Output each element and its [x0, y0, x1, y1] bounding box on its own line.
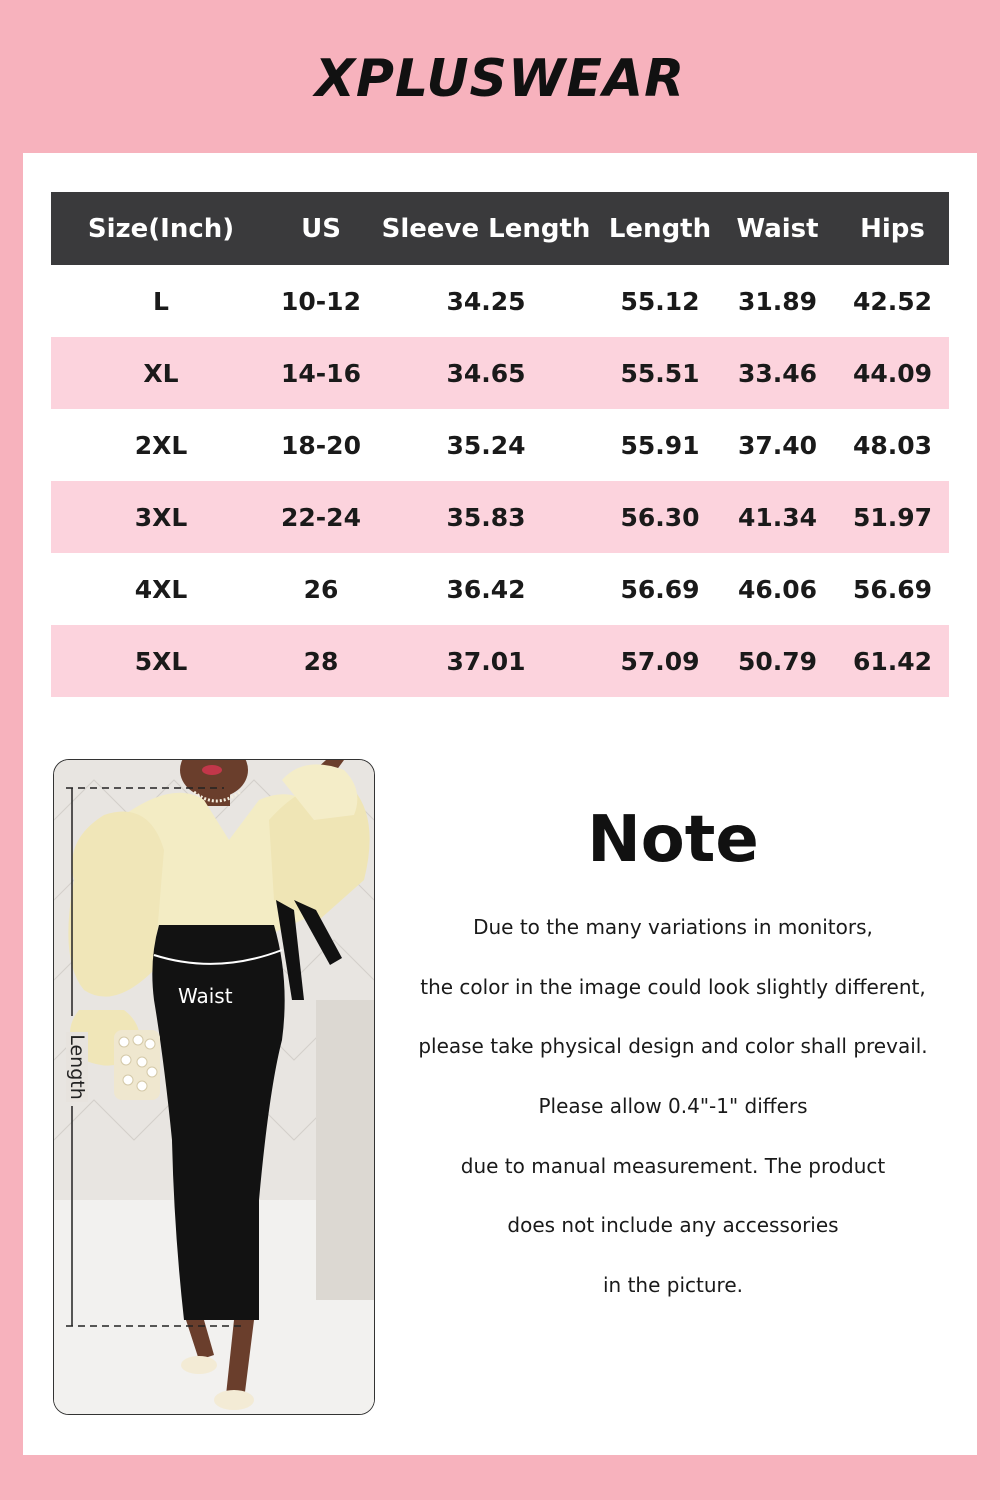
cell-size: 2XL	[134, 430, 188, 460]
header-us: US	[271, 192, 371, 265]
cell-hips: 51.97	[836, 481, 949, 553]
cell-hips: 42.52	[852, 286, 933, 316]
cell-length: 55.91	[620, 430, 700, 460]
cell-waist: 41.34	[719, 481, 836, 553]
table-row	[51, 337, 949, 409]
cell-sleeve-length: 37.01	[371, 625, 601, 697]
cell-sleeve-length: 34.65	[371, 337, 601, 409]
cell-length: 56.30	[601, 481, 719, 553]
cell-hips: 61.42	[836, 625, 949, 697]
cell-sleeve-length: 35.24	[446, 430, 526, 460]
note-line: Due to the many variations in monitors,	[473, 915, 873, 939]
cell-waist: 33.46	[719, 337, 836, 409]
cell-waist: 50.79	[719, 625, 836, 697]
header-hips: Hips	[836, 192, 949, 265]
table-row	[51, 625, 949, 697]
header-sleeve-length: Sleeve Length	[371, 192, 601, 265]
cell-length: 55.12	[620, 286, 700, 316]
cell-length: 56.69	[620, 574, 700, 604]
note-line: in the picture.	[603, 1273, 743, 1298]
table-row	[51, 265, 949, 337]
note-line: due to manual measurement. The product	[460, 1153, 886, 1178]
note-line: Please allow 0.4"-1" differs	[538, 1094, 808, 1119]
cell-us: 18-20	[281, 430, 361, 460]
size-chart-card	[23, 153, 977, 1455]
cell-size: XL	[51, 337, 271, 409]
brand-logo: XPLUSWEAR	[314, 49, 686, 109]
cell-us: 28	[271, 625, 371, 697]
note-line: please take physical design and color shall prevail.	[418, 1034, 928, 1059]
header-size: Size(Inch)	[51, 192, 271, 265]
cell-us: 26	[303, 574, 339, 604]
header-waist: Waist	[719, 192, 836, 265]
length-label: Length	[66, 1032, 88, 1102]
table-row	[51, 481, 949, 553]
cell-hips: 48.03	[852, 430, 933, 460]
cell-us: 10-12	[281, 286, 361, 316]
waist-label: Waist	[178, 984, 233, 1008]
cell-sleeve-length: 36.42	[446, 574, 526, 604]
table-header-row	[51, 192, 949, 265]
cell-waist: 46.06	[737, 574, 818, 604]
cell-hips: 44.09	[836, 337, 949, 409]
cell-length: 55.51	[601, 337, 719, 409]
cell-sleeve-length: 35.83	[371, 481, 601, 553]
cell-waist: 31.89	[737, 286, 818, 316]
note-text	[395, 915, 951, 1333]
cell-size: 4XL	[134, 574, 188, 604]
note-line: the color in the image could look slightly different,	[420, 974, 926, 999]
cell-hips: 56.69	[852, 574, 933, 604]
cell-size: 5XL	[51, 625, 271, 697]
cell-size: 3XL	[51, 481, 271, 553]
note-line: does not include any accessories	[507, 1213, 839, 1238]
model-illustration	[54, 760, 374, 1414]
size-table	[51, 192, 949, 697]
table-row	[51, 409, 949, 481]
product-photo	[53, 759, 375, 1415]
note-title: Note	[587, 803, 759, 877]
cell-waist: 37.40	[737, 430, 818, 460]
cell-us: 22-24	[271, 481, 371, 553]
header-length: Length	[601, 192, 719, 265]
cell-sleeve-length: 34.25	[446, 286, 526, 316]
cell-length: 57.09	[601, 625, 719, 697]
cell-us: 14-16	[271, 337, 371, 409]
table-row	[51, 553, 949, 625]
cell-size: L	[153, 286, 169, 316]
